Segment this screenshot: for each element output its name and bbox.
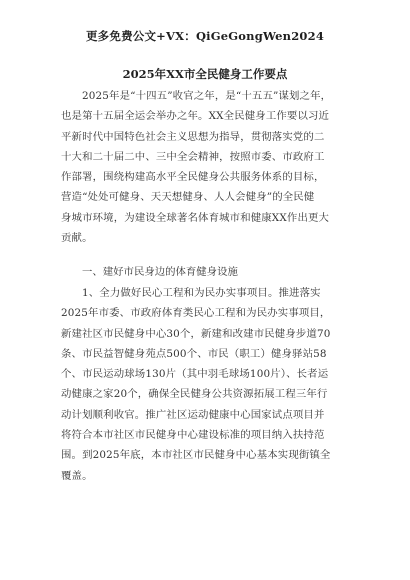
text-line: 条、市民益智健身苑点500个、市民（职工）健身驿站58 xyxy=(61,347,327,360)
text-line: 围。到2025年底，本市社区市民健身中心基本实现街镇全 xyxy=(61,449,331,462)
text-line: 身城市环境，为建设全球著名体育城市和健康XX作出更大 xyxy=(61,211,330,224)
document-title: 2025年XX市全民健身工作要点 xyxy=(122,67,288,81)
text-line: 作部署，围绕构建高水平全民健身公共服务体系的目标， xyxy=(61,171,325,184)
section-1-paragraph xyxy=(61,283,361,486)
promo-header: 更多免费公文+VX：QiGeGongWen2024 xyxy=(85,29,325,43)
text-line: 动计划顺利收官。推广社区运动健康中心国家试点项目并 xyxy=(61,408,325,421)
text-line: 十大和二十届二中、三中全会精神，按照市委、市政府工 xyxy=(61,150,325,163)
section-heading: 一、建好市民身边的体育健身设施 xyxy=(82,266,238,278)
text-line: 覆盖。 xyxy=(61,469,93,482)
text-line: 也是第十五届全运会举办之年。XX全民健身工作要以习近 xyxy=(61,110,330,123)
text-line: 新建社区市民健身中心30个，新建和改建市民健身步道70 xyxy=(61,327,331,340)
text-line: 平新时代中国特色社会主义思想为指导，贯彻落实党的二 xyxy=(61,130,325,143)
text-line: 2025年市委、市政府体育类民心工程和为民办实事项目， xyxy=(61,307,331,320)
text-line: 动健康之家20个，确保全民健身公共资源拓展工程三年行 xyxy=(61,388,328,401)
intro-paragraph xyxy=(61,86,361,248)
text-line: 个、市民运动球场130片（其中羽毛球场100片）、长者运 xyxy=(61,368,329,381)
text-line: 1、全力做好民心工程和为民办实事项目。推进落实 xyxy=(82,287,321,299)
text-line: 2025年是“十四五”收官之年，是“十五五”谋划之年， xyxy=(82,90,332,102)
text-line: 贡献。 xyxy=(61,232,93,245)
text-line: 营造“处处可健身、天天想健身、人人会健身”的全民健 xyxy=(61,191,315,204)
text-line: 将符合本市社区市民健身中心建设标准的项目纳入扶持范 xyxy=(61,429,325,442)
